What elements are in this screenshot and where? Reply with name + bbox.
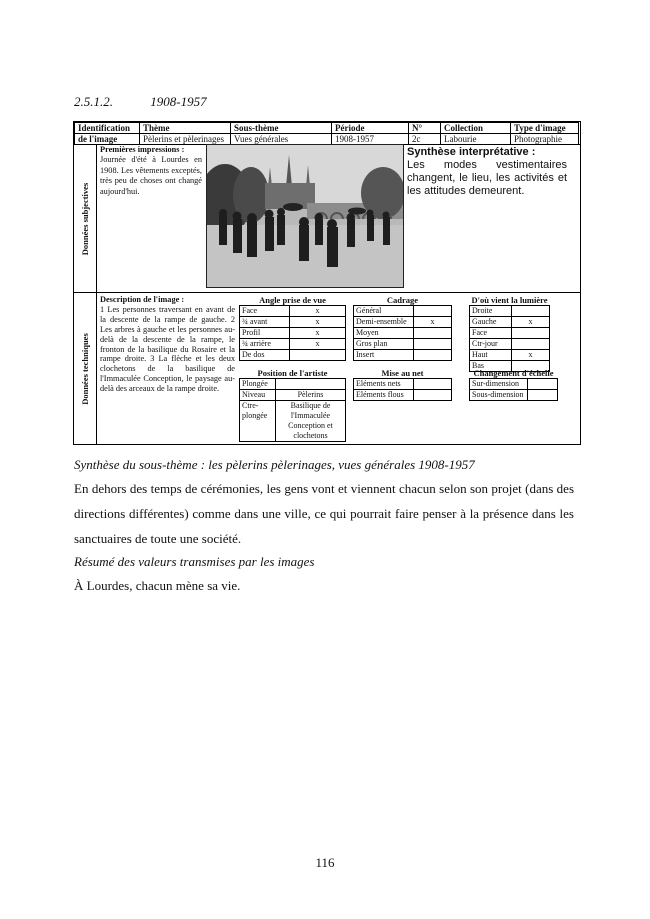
position-row — [240, 379, 346, 390]
echelle-label: Sous-dimension — [470, 390, 528, 401]
cadrage-mark — [414, 328, 452, 339]
cadrage-mark: x — [414, 317, 452, 328]
mise-label: Eléments nets — [354, 379, 414, 390]
cadrage-row — [354, 328, 452, 339]
position-value: Basilique de l'Immaculée Conception et clochetons — [276, 401, 346, 442]
image-description — [100, 295, 235, 394]
description-text: 1 Les personnes traversant en avant de la descente de la rampe de gauche. 2 Les arbres à gauche et les personnes au-delà de la descente de la rampe, le fronton de la basilique du Rosaire et la rampe droite. 3 La flèche et les deux clochetons de la basilique de l'Immaculée Conception, le paysage au-delà des arceaux de la rampe droite. — [100, 304, 235, 394]
periode-header: Période — [332, 123, 409, 134]
resume-heading: Résumé des valeurs transmises par les images — [74, 554, 315, 569]
angle-table — [239, 295, 346, 361]
lumiere-row — [470, 339, 550, 350]
cadrage-row — [354, 317, 452, 328]
position-row — [240, 390, 346, 401]
angle-label: Face — [240, 306, 290, 317]
angle-row — [240, 317, 346, 328]
lumiere-label: Gauche — [470, 317, 512, 328]
cadrage-row — [354, 339, 452, 350]
lumiere-row — [470, 328, 550, 339]
technical-label-text: Données techniques — [80, 333, 90, 405]
lumiere-title: D'où vient la lumière — [471, 295, 548, 305]
lumiere-mark: x — [512, 350, 550, 361]
page-number: 116 — [315, 855, 335, 870]
type-value: Photographie — [511, 134, 579, 145]
image-analysis-form — [73, 121, 581, 445]
periode-value: 1908-1957 — [332, 134, 409, 145]
cadrage-label: Demi-ensemble — [354, 317, 414, 328]
section-title: 1908-1957 — [150, 94, 207, 109]
angle-title: Angle prise de vue — [259, 295, 326, 305]
mise-label: Eléments flous — [354, 390, 414, 401]
angle-row — [240, 339, 346, 350]
historic-photo — [206, 144, 404, 288]
echelle-row — [470, 379, 558, 390]
first-impressions — [100, 145, 202, 197]
lumiere-label: Bas — [470, 361, 512, 372]
identification-value-row — [75, 134, 579, 145]
echelle-table — [469, 368, 558, 401]
cadrage-row — [354, 306, 452, 317]
lumiere-mark — [512, 339, 550, 350]
description-title: Description de l'image : — [100, 295, 185, 304]
cadrage-label: Insert — [354, 350, 414, 361]
cadrage-label: Moyen — [354, 328, 414, 339]
angle-mark — [290, 350, 346, 361]
impressions-title: Premières impressions : — [100, 145, 185, 154]
angle-label: ¾ avant — [240, 317, 290, 328]
lumiere-mark — [512, 328, 550, 339]
echelle-title: Changement d'échelle — [473, 368, 554, 378]
lumiere-mark: x — [512, 317, 550, 328]
lumiere-row — [470, 317, 550, 328]
technical-label — [74, 293, 97, 445]
cadrage-row — [354, 350, 452, 361]
resume-text: À Lourdes, chacun mène sa vie. — [74, 578, 241, 593]
position-value — [276, 379, 346, 390]
id-cell-2: de l'image — [75, 134, 140, 145]
sous-theme-value: Vues générales — [231, 134, 332, 145]
angle-mark: x — [290, 306, 346, 317]
cadrage-mark — [414, 350, 452, 361]
position-value: Pèlerins — [276, 390, 346, 401]
section-heading — [74, 94, 207, 110]
collection-header: Collection — [441, 123, 511, 134]
lumiere-row — [470, 350, 550, 361]
theme-value: Pèlerins et pèlerinages — [140, 134, 231, 145]
position-label: Plongée — [240, 379, 276, 390]
section-number: 2.5.1.2. — [74, 94, 113, 109]
angle-label: ¾ arrière — [240, 339, 290, 350]
cadrage-label: Gros plan — [354, 339, 414, 350]
synthese-interpretative — [407, 146, 567, 198]
mise-row — [354, 379, 452, 390]
angle-mark: x — [290, 317, 346, 328]
position-label: Niveau — [240, 390, 276, 401]
cadrage-mark — [414, 306, 452, 317]
echelle-row — [470, 390, 558, 401]
cadrage-title: Cadrage — [386, 295, 419, 305]
cadrage-label: Général — [354, 306, 414, 317]
angle-label: Profil — [240, 328, 290, 339]
synthese-title: Synthèse interprétative : — [407, 146, 536, 158]
subjective-label-text: Données subjectives — [80, 182, 90, 256]
echelle-mark — [528, 390, 558, 401]
position-table — [239, 368, 346, 442]
mise-au-net-table — [353, 368, 452, 401]
echelle-mark — [528, 379, 558, 390]
position-title: Position de l'artiste — [257, 368, 328, 378]
mise-title: Mise au net — [381, 368, 424, 378]
numero-value: 2c — [409, 134, 441, 145]
synthese-paragraph: En dehors des temps de cérémonies, les gens vont et viennent chacun selon son projet (dans des directions différentes) comme dans une ville, ce qui pourrait faire penser à la présence dans les sanctuaires de toute une société. — [74, 481, 574, 546]
mise-mark — [414, 379, 452, 390]
angle-row — [240, 350, 346, 361]
angle-row — [240, 306, 346, 317]
angle-mark: x — [290, 328, 346, 339]
lumiere-label: Face — [470, 328, 512, 339]
id-cell: Identification — [75, 123, 140, 134]
impressions-text: Journée d'été à Lourdes en 1908. Les vêtements exceptés, très peu de choses ont changé aujourd'hui. — [100, 155, 202, 196]
cadrage-table — [353, 295, 452, 361]
lumiere-mark — [512, 306, 550, 317]
identification-table — [74, 122, 579, 145]
mise-row — [354, 390, 452, 401]
lumiere-table — [469, 295, 550, 372]
numero-header: N° — [409, 123, 441, 134]
lourdes-basilica-photo — [207, 145, 403, 287]
theme-header: Thème — [140, 123, 231, 134]
lumiere-label: Droite — [470, 306, 512, 317]
synthese-text: Les modes vestimentaires changent, le lieu, les activités et les attitudes demeurent. — [407, 159, 567, 197]
angle-label: De dos — [240, 350, 290, 361]
collection-value: Labourie — [441, 134, 511, 145]
subjective-label — [74, 145, 97, 293]
position-label: Ctre-plongée — [240, 401, 276, 442]
type-header: Type d'image — [511, 123, 579, 134]
angle-mark: x — [290, 339, 346, 350]
position-row — [240, 401, 346, 442]
lumiere-label: Haut — [470, 350, 512, 361]
mise-mark — [414, 390, 452, 401]
angle-row — [240, 328, 346, 339]
synthese-sous-theme-heading: Synthèse du sous-thème : les pèlerins pèlerinages, vues générales 1908-1957 — [74, 457, 475, 472]
echelle-label: Sur-dimension — [470, 379, 528, 390]
cadrage-mark — [414, 339, 452, 350]
sous-theme-header: Sous-thème — [231, 123, 332, 134]
lumiere-label: Ctr-jour — [470, 339, 512, 350]
lumiere-row — [470, 306, 550, 317]
identification-header-row — [75, 123, 579, 134]
